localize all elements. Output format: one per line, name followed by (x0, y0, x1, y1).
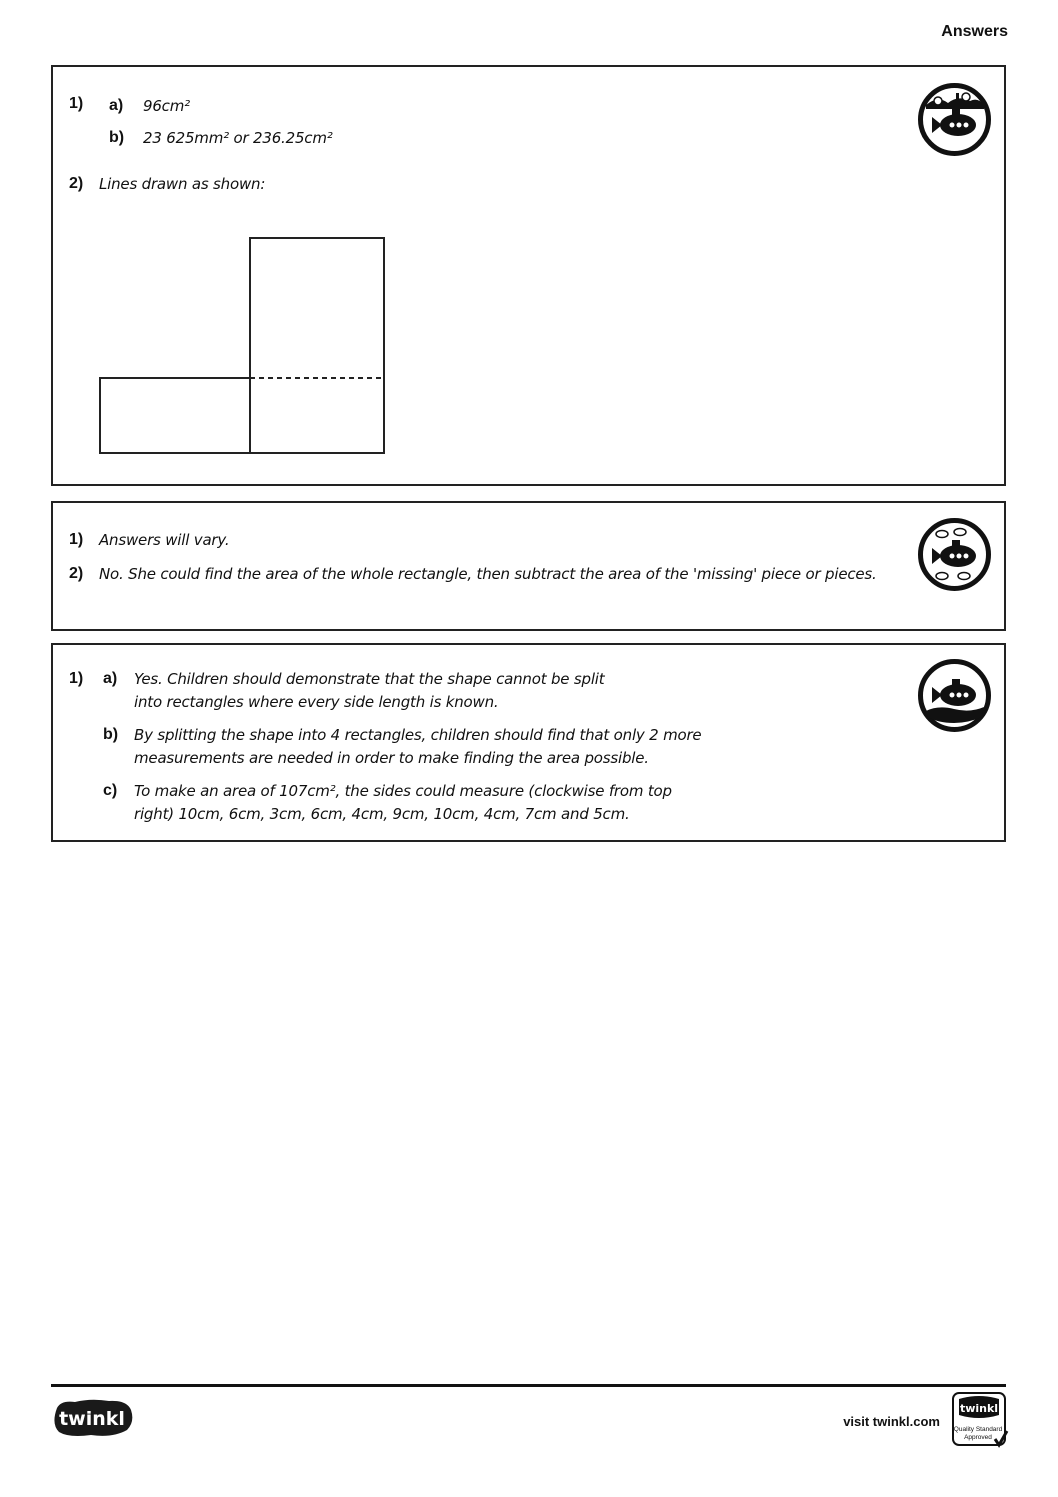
tall-rectangle (250, 238, 384, 453)
question-1b-line-2: measurements are needed in order to make finding the area possible. (134, 749, 649, 767)
question-1c-label: c) (103, 782, 118, 799)
submarine-surface-icon (918, 83, 991, 156)
question-1b-line-1: By splitting the shape into 4 rectangles, children should find that only 2 more (134, 726, 702, 744)
seal-brand-text: twinkl (959, 1402, 999, 1415)
visit-website-text: visit twinkl.com (843, 1414, 940, 1429)
quality-standard-seal (951, 1391, 1009, 1449)
question-1a-answer: 96cm² (143, 97, 190, 115)
question-1a-line-1: Yes. Children should demonstrate that the shape cannot be split (134, 670, 605, 688)
l-shape-diagram (97, 235, 387, 457)
question-2-number: 2) (69, 565, 84, 582)
question-1b-label: b) (103, 726, 119, 743)
seal-line-1: Quality Standard (953, 1426, 1003, 1433)
twinkl-logo-text: twinkl (59, 1408, 125, 1430)
answer-section-1 (51, 65, 1006, 486)
wide-rectangle (100, 378, 250, 453)
answer-section-2 (51, 501, 1006, 631)
question-1c-line-2: right) 10cm, 6cm, 3cm, 6cm, 4cm, 9cm, 10cm, 4cm, 7cm and 5cm. (134, 805, 630, 823)
twinkl-logo (51, 1398, 135, 1438)
page-title: Answers (941, 23, 1008, 40)
seal-line-2: Approved (964, 1434, 992, 1441)
question-2-answer: Lines drawn as shown: (99, 175, 266, 193)
submarine-deep-icon (918, 659, 991, 732)
question-1-number: 1) (69, 670, 84, 687)
question-1-answer: Answers will vary. (99, 531, 230, 549)
question-1c-line-1: To make an area of 107cm², the sides could measure (clockwise from top (134, 782, 672, 800)
submarine-fish-icon (918, 518, 991, 591)
question-1a-label: a) (103, 670, 118, 687)
question-2-answer: No. She could find the area of the whole rectangle, then subtract the area of the 'missing' piece or pieces. (99, 565, 877, 583)
question-1-number: 1) (69, 95, 84, 112)
question-1-number: 1) (69, 531, 84, 548)
question-1b-answer: 23 625mm² or 236.25cm² (143, 129, 333, 147)
question-1a-label: a) (109, 97, 124, 114)
answer-section-3 (51, 643, 1006, 842)
question-1a-line-2: into rectangles where every side length is known. (134, 693, 499, 711)
question-2-number: 2) (69, 175, 84, 192)
question-1b-label: b) (109, 129, 125, 146)
footer-divider (51, 1384, 1006, 1387)
